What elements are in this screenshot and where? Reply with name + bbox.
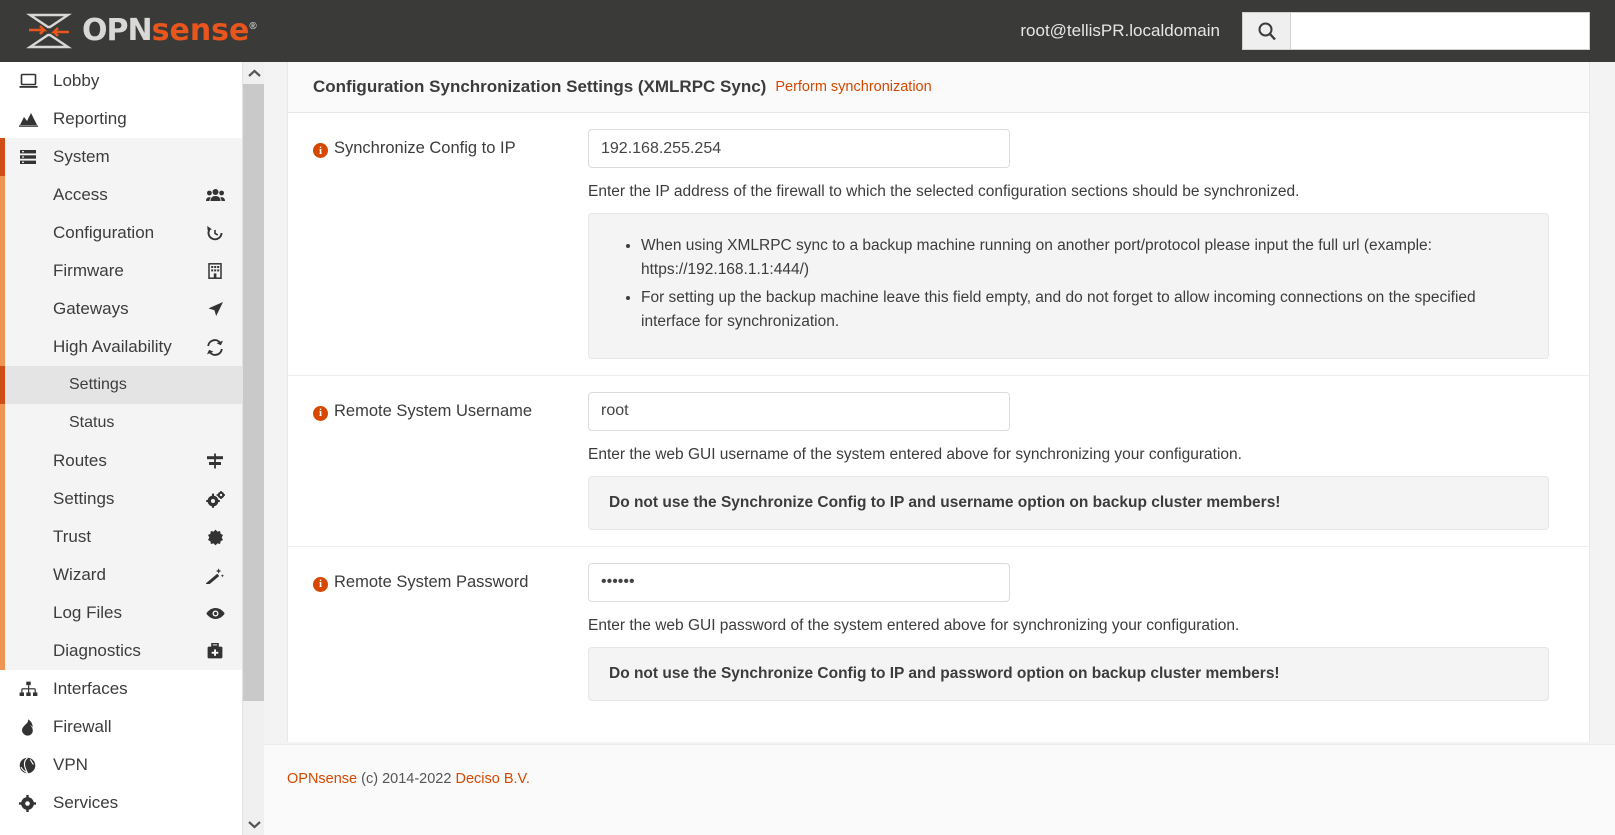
opnsense-logo[interactable]	[26, 0, 257, 62]
field-help-text: Enter the web GUI password of the system entered above for synchronizing your configuration.	[588, 616, 1240, 634]
sidebar-item-label: Interfaces	[53, 679, 128, 698]
field-help-text: Enter the IP address of the firewall to which the selected configuration sections should be synchronized.	[588, 183, 1300, 200]
sidebar-item-label: Routes	[53, 451, 107, 470]
sidebar-scrollbar[interactable]	[242, 62, 264, 835]
sidebar-item-label: Trust	[53, 527, 92, 546]
globe-icon	[19, 757, 45, 774]
field-control-group	[588, 392, 1589, 530]
field-control-group	[588, 563, 1589, 701]
settings-panel	[287, 62, 1590, 742]
history-icon	[204, 225, 226, 241]
magic-wand-icon	[204, 567, 226, 584]
remote-system-password-input[interactable]	[588, 563, 1010, 602]
area-chart-icon	[19, 111, 45, 127]
info-icon[interactable]: i	[313, 406, 328, 421]
location-arrow-icon	[204, 301, 226, 318]
field-label-text: Remote System Password	[334, 572, 529, 591]
list-item: • For setting up the backup machine leave this field empty, and do not forget to allow incoming connections on the specified interface for synchronization.	[641, 286, 1528, 334]
sitemap-icon	[19, 681, 45, 697]
sidebar-item-label: Log Files	[53, 603, 122, 622]
sidebar-item-label: VPN	[53, 755, 88, 774]
refresh-sync-icon	[204, 339, 226, 356]
form-row-sync-ip	[288, 113, 1589, 376]
sidebar-item-ha-settings[interactable]	[0, 366, 242, 404]
scrollbar-thumb[interactable]	[243, 84, 265, 701]
search-input[interactable]	[1290, 12, 1590, 50]
remote-system-username-input[interactable]	[588, 392, 1010, 431]
chevron-down-icon[interactable]	[243, 813, 265, 835]
sync-ip-notes-list	[613, 234, 1528, 334]
sidebar-item-log-files[interactable]	[5, 594, 242, 632]
sidebar-item-label: System	[53, 147, 110, 166]
sidebar-item-label: Lobby	[53, 71, 100, 90]
sidebar-item-services[interactable]	[0, 784, 242, 822]
sidebar-item-firmware[interactable]	[5, 252, 242, 290]
sidebar-item-system-settings[interactable]	[5, 480, 242, 518]
sidebar-item-label: Status	[69, 414, 115, 431]
fire-icon	[19, 719, 45, 736]
sidebar-item-label: Services	[53, 793, 119, 812]
form-row-remote-password	[288, 547, 1589, 717]
sidebar-item-high-availability[interactable]	[5, 328, 242, 366]
sidebar-item-interfaces[interactable]	[0, 670, 242, 708]
sidebar-item-ha-status[interactable]	[5, 404, 242, 442]
laptop-icon	[19, 73, 45, 89]
sidebar-item-label: Firewall	[53, 717, 112, 736]
field-label	[288, 392, 588, 530]
medkit-icon	[204, 643, 226, 659]
sidebar-item-wizard[interactable]	[5, 556, 242, 594]
certificate-icon	[204, 529, 226, 546]
field-control-group	[588, 129, 1589, 359]
sidebar-item-label: Reporting	[53, 109, 127, 128]
sidebar-item-trust[interactable]	[5, 518, 242, 556]
sidebar-item-label: Configuration	[53, 223, 155, 242]
sidebar-item-label: High Availability	[53, 337, 172, 356]
sidebar-item-firewall[interactable]	[0, 708, 242, 746]
app-header	[0, 0, 1615, 62]
sidebar-item-reporting[interactable]	[0, 100, 242, 138]
username-warning-box	[588, 476, 1549, 530]
panel-header	[288, 62, 1589, 113]
list-item: • When using XMLRPC sync to a backup machine running on another port/protocol please input the full url (example: https://192.168.1.1:444/)	[641, 234, 1528, 282]
password-warning-box	[588, 647, 1549, 701]
page-footer	[264, 744, 1615, 835]
sidebar-item-label: Firmware	[53, 261, 124, 280]
main-navigation-sidebar	[0, 62, 242, 835]
chevron-up-icon[interactable]	[243, 62, 265, 84]
logo-opn-text: OPN	[82, 13, 152, 48]
cog-icon	[19, 795, 45, 812]
field-label	[288, 563, 588, 701]
form-row-remote-username	[288, 376, 1589, 547]
system-submenu	[0, 176, 242, 670]
sidebar-item-diagnostics[interactable]	[5, 632, 242, 670]
footer-copyright	[287, 771, 530, 787]
server-stack-icon	[19, 149, 45, 165]
warning-text: Do not use the Synchronize Config to IP and password option on backup cluster members!	[609, 664, 1280, 682]
sidebar-item-configuration[interactable]	[5, 214, 242, 252]
field-label-text: Remote System Username	[334, 401, 533, 420]
sync-ip-notes-box	[588, 213, 1549, 359]
footer-company-link[interactable]: Deciso B.V.	[455, 771, 530, 787]
sidebar-item-label: Gateways	[53, 299, 129, 318]
perform-synchronization-link[interactable]: Perform synchronization	[775, 79, 932, 95]
sidebar-item-system[interactable]	[0, 138, 242, 176]
logo-sense-text: sense	[151, 13, 250, 48]
sidebar-item-label: Wizard	[53, 565, 106, 584]
search-icon[interactable]	[1242, 12, 1290, 50]
footer-brand-link[interactable]: OPNsense	[287, 771, 358, 787]
sidebar-item-lobby[interactable]	[0, 62, 242, 100]
sidebar-item-gateways[interactable]	[5, 290, 242, 328]
page-title: Configuration Synchronization Settings (XMLRPC Sync)	[313, 77, 767, 96]
field-label	[288, 129, 588, 359]
logo-registered-mark: ®	[249, 21, 257, 32]
field-label-text: Synchronize Config to IP	[334, 139, 516, 157]
sidebar-item-access[interactable]	[5, 176, 242, 214]
building-icon	[204, 263, 226, 279]
opnsense-logo-mark	[26, 12, 72, 50]
sync-config-to-ip-input[interactable]	[588, 129, 1010, 168]
sidebar-item-label: Access	[53, 185, 108, 204]
sidebar-item-label: Settings	[53, 489, 115, 508]
users-icon	[204, 188, 226, 202]
warning-text: Do not use the Synchronize Config to IP and username option on backup cluster members!	[609, 493, 1281, 511]
gears-icon	[204, 491, 226, 508]
signpost-icon	[204, 453, 226, 469]
sidebar-item-label: Settings	[69, 376, 127, 393]
eye-icon	[204, 607, 226, 620]
search-group	[1242, 12, 1590, 50]
info-icon[interactable]: i	[313, 577, 328, 592]
opnsense-logo-text	[82, 13, 257, 48]
sidebar-item-routes[interactable]	[5, 442, 242, 480]
info-icon[interactable]: i	[313, 143, 328, 158]
sidebar-item-vpn[interactable]	[0, 746, 242, 784]
field-help-text: Enter the web GUI username of the system entered above for synchronizing your configuration.	[588, 445, 1242, 463]
header-right-group	[1020, 0, 1615, 62]
logged-in-user: root@tellisPR.localdomain	[1020, 21, 1220, 40]
sidebar-item-label: Diagnostics	[53, 641, 141, 660]
footer-copyright-text: (c) 2014-2022	[361, 771, 452, 787]
